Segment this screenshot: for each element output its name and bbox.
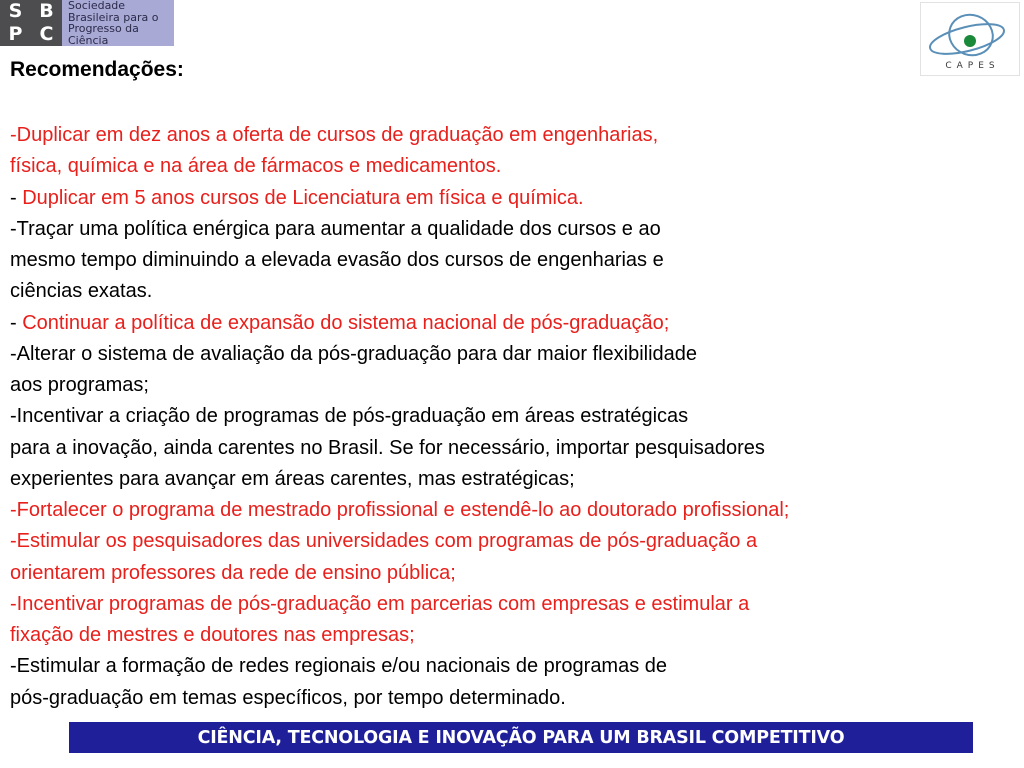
recommendation-text: pós-graduação em temas específicos, por tempo determinado. xyxy=(10,686,566,709)
sbpc-name-line: Brasileira para o xyxy=(68,10,159,24)
recommendation-line xyxy=(10,183,1020,214)
recommendation-line xyxy=(10,526,1020,557)
recommendation-text: - xyxy=(10,311,23,334)
recommendation-line xyxy=(10,245,1020,276)
recommendation-line xyxy=(10,495,1020,526)
recommendation-text: mesmo tempo diminuindo a elevada evasão dos cursos de engenharias e xyxy=(10,249,664,271)
recommendation-text: Duplicar em 5 anos cursos de Licenciatura em física e química. xyxy=(22,186,584,209)
recommendation-line xyxy=(10,589,1020,620)
recommendation-line xyxy=(10,276,1020,307)
recommendation-line xyxy=(10,683,1020,714)
recommendation-text: - xyxy=(10,186,23,209)
recommendation-text: para a inovação, ainda carentes no Brasil. Se for necessário, importar pesquisadores xyxy=(10,436,765,459)
sbpc-name xyxy=(62,0,158,46)
recommendation-text: -Alterar o sistema de avaliação da pós-graduação para dar maior flexibilidade xyxy=(10,342,698,365)
capes-orbit-icon xyxy=(921,3,1019,63)
capes-logo xyxy=(920,2,1020,76)
recommendation-line xyxy=(10,339,1020,370)
recommendation-text: experientes para avançar em áreas carentes, mas estratégicas; xyxy=(10,467,575,490)
recommendation-line xyxy=(10,370,1020,401)
recommendation-line xyxy=(10,151,1020,182)
recommendation-text: orientarem professores da rede de ensino pública; xyxy=(10,561,456,584)
sbpc-mark-letter: C xyxy=(39,23,54,45)
recommendation-line xyxy=(10,308,1020,339)
recommendation-line xyxy=(10,433,1020,464)
recommendation-text: -Estimular os pesquisadores das universidades com programas de pós-graduação a xyxy=(10,530,758,553)
recommendation-text: Continuar a política de expansão do sistema nacional de pós-graduação; xyxy=(22,311,670,334)
recommendation-text: aos programas; xyxy=(10,374,149,396)
recommendation-text: física, química e na área de fármacos e medicamentos. xyxy=(10,155,502,178)
recommendation-text: -Incentivar programas de pós-graduação em parcerias com empresas e estimular a xyxy=(10,592,750,615)
recommendation-line xyxy=(10,651,1020,682)
recommendation-text: -Estimular a formação de redes regionais e/ou nacionais de programas de xyxy=(10,655,668,678)
sbpc-mark-letter: B xyxy=(39,0,54,22)
sbpc-name-line: Ciência xyxy=(68,33,109,47)
recommendation-text: fixação de mestres e doutores nas empresas; xyxy=(10,624,415,646)
sbpc-logo xyxy=(0,0,174,46)
recommendation-text: -Fortalecer o programa de mestrado profissional e estendê-lo ao doutorado profissional; xyxy=(10,499,790,521)
recommendation-text: -Duplicar em dez anos a oferta de cursos de graduação em engenharias, xyxy=(10,124,659,146)
sbpc-name-line: Progresso da xyxy=(68,22,139,35)
recommendation-line xyxy=(10,464,1020,495)
recommendation-line xyxy=(10,401,1020,432)
sbpc-name-line: Sociedade xyxy=(68,0,126,12)
capes-label: CAPES xyxy=(945,61,1000,71)
page-title: Recomendações: xyxy=(10,58,184,81)
recommendation-text: -Traçar uma política enérgica para aumentar a qualidade dos cursos e ao xyxy=(10,217,661,240)
recommendations-list xyxy=(10,120,1020,714)
recommendation-line xyxy=(10,214,1020,245)
sbpc-mark-letter: S xyxy=(8,0,23,22)
sbpc-mark xyxy=(0,0,62,46)
recommendation-line xyxy=(10,558,1020,589)
footer-banner: CIÊNCIA, TECNOLOGIA E INOVAÇÃO PARA UM BRASIL COMPETITIVO xyxy=(69,722,973,753)
recommendation-text: -Incentivar a criação de programas de pós-graduação em áreas estratégicas xyxy=(10,405,689,428)
recommendation-line xyxy=(10,120,1020,151)
recommendation-line xyxy=(10,620,1020,651)
sbpc-mark-letter: P xyxy=(8,23,23,45)
recommendation-text: ciências exatas. xyxy=(10,280,153,303)
